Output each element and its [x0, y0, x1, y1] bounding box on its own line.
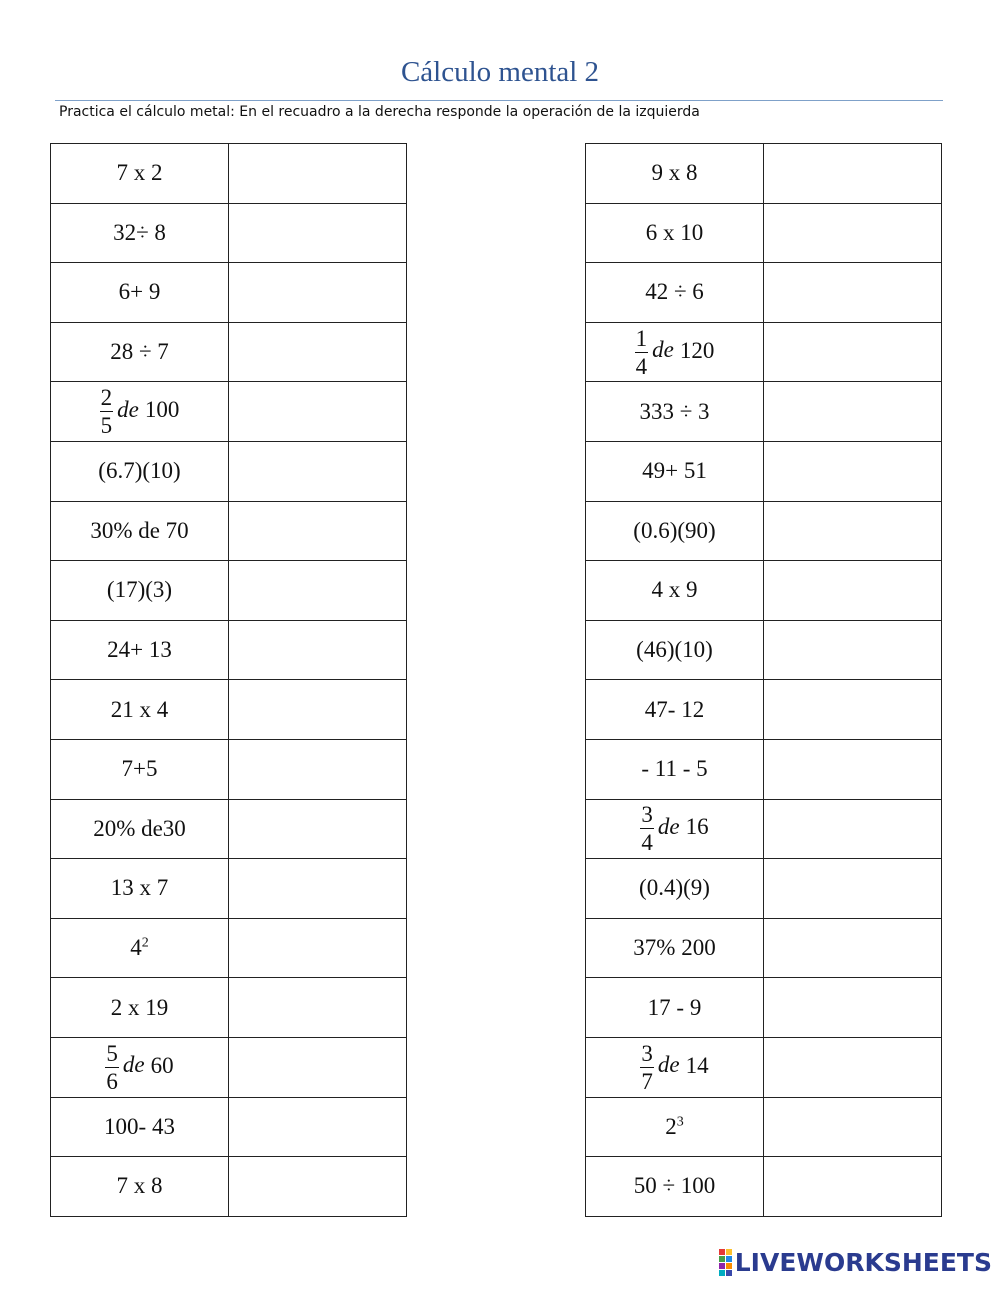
- left-answer-input[interactable]: [229, 919, 406, 978]
- left-exercise-table: [50, 143, 407, 1217]
- table-row: [586, 799, 942, 859]
- right-answer-input[interactable]: [764, 1098, 941, 1157]
- right-answer-input[interactable]: [764, 680, 941, 739]
- answer-cell: [229, 918, 407, 978]
- answer-cell: [764, 859, 942, 919]
- table-row: [51, 441, 407, 501]
- title-divider: [55, 100, 943, 101]
- table-row: [586, 144, 942, 204]
- operation-cell: [586, 1037, 764, 1097]
- fraction-numerator: 1: [635, 325, 648, 351]
- fraction: [100, 386, 114, 437]
- power-base: 4: [130, 935, 142, 961]
- operation-cell: [586, 620, 764, 680]
- power-base: 2: [665, 1113, 677, 1139]
- right-answer-input[interactable]: [764, 204, 941, 263]
- logo-square: [726, 1270, 732, 1276]
- operation-cell: [51, 144, 229, 204]
- operation-cell: [51, 978, 229, 1038]
- operation-cell: [586, 322, 764, 382]
- left-answer-input[interactable]: [229, 1098, 406, 1157]
- answer-cell: [229, 739, 407, 799]
- operation-cell: [51, 739, 229, 799]
- operation-cell: [586, 918, 764, 978]
- answer-cell: [764, 441, 942, 501]
- table-row: [51, 978, 407, 1038]
- operation-text: 50 ÷ 100: [633, 1173, 716, 1199]
- table-row: [51, 680, 407, 740]
- left-answer-input[interactable]: [229, 263, 406, 322]
- operation-cell: [51, 918, 229, 978]
- operation-cell: [51, 263, 229, 323]
- fraction-de-label: de: [117, 396, 139, 422]
- answer-cell: [229, 859, 407, 919]
- left-answer-input[interactable]: [229, 442, 406, 501]
- answer-cell: [764, 382, 942, 442]
- left-answer-input[interactable]: [229, 561, 406, 620]
- left-answer-input[interactable]: [229, 382, 406, 441]
- operation-text: 20% de30: [93, 815, 186, 841]
- logo-square: [719, 1263, 725, 1269]
- table-row: [51, 1157, 407, 1217]
- operation-text: 2 x 19: [110, 994, 169, 1020]
- operation-text: 47- 12: [644, 696, 705, 722]
- table-row: [586, 620, 942, 680]
- table-row: [51, 859, 407, 919]
- table-row: [586, 1037, 942, 1097]
- liveworksheets-logo-icon: [719, 1249, 732, 1276]
- operation-cell: [586, 144, 764, 204]
- right-answer-input[interactable]: [764, 561, 941, 620]
- operation-text: 4 x 9: [651, 577, 698, 603]
- right-exercise-table: [585, 143, 942, 1217]
- operation-text: 13 x 7: [110, 875, 169, 901]
- answer-cell: [229, 620, 407, 680]
- operation-text: (6.7)(10): [98, 458, 181, 484]
- operation-cell: [586, 680, 764, 740]
- answer-cell: [764, 1097, 942, 1157]
- operation-cell: [51, 1097, 229, 1157]
- operation-cell: [51, 441, 229, 501]
- operation-text: - 11 - 5: [641, 756, 708, 782]
- brand-logo: [719, 1248, 992, 1277]
- answer-cell: [764, 620, 942, 680]
- left-answer-input[interactable]: [229, 978, 406, 1037]
- answer-cell: [764, 322, 942, 382]
- operation-cell: [586, 799, 764, 859]
- operation-text: (0.6)(90): [633, 517, 716, 543]
- operation-cell: [51, 799, 229, 859]
- table-row: [51, 918, 407, 978]
- answer-cell: [764, 501, 942, 561]
- operation-text: 49+ 51: [642, 458, 707, 484]
- operation-cell: [586, 1157, 764, 1217]
- table-row: [586, 263, 942, 323]
- operation-text: 9 x 8: [651, 160, 698, 186]
- left-answer-input[interactable]: [229, 800, 406, 859]
- answer-cell: [229, 441, 407, 501]
- operation-cell: [586, 203, 764, 263]
- answer-cell: [764, 144, 942, 204]
- table-row: [586, 859, 942, 919]
- operation-text: 21 x 4: [110, 696, 169, 722]
- fraction-denominator: 6: [106, 1068, 118, 1094]
- right-answer-input[interactable]: [764, 621, 941, 680]
- answer-cell: [229, 501, 407, 561]
- logo-square: [719, 1256, 725, 1262]
- operation-cell: [51, 382, 229, 442]
- operation-cell: [586, 978, 764, 1038]
- answer-cell: [764, 918, 942, 978]
- table-row: [51, 1037, 407, 1097]
- table-row: [586, 739, 942, 799]
- fraction-de-label: de: [122, 1052, 145, 1078]
- operation-text: 17 - 9: [647, 994, 702, 1020]
- operation-text: (46)(10): [636, 637, 713, 663]
- left-answer-input[interactable]: [229, 621, 406, 680]
- operation-text: 100- 43: [104, 1113, 175, 1139]
- fraction-numerator: 5: [106, 1040, 118, 1066]
- fraction: [635, 327, 649, 378]
- right-answer-input[interactable]: [764, 263, 941, 322]
- answer-cell: [764, 978, 942, 1038]
- fraction-denominator: 7: [641, 1068, 653, 1094]
- table-row: [586, 978, 942, 1038]
- operation-cell: [51, 859, 229, 919]
- left-answer-input[interactable]: [229, 1038, 406, 1097]
- operation-cell: [51, 322, 229, 382]
- left-answer-input[interactable]: [229, 323, 406, 382]
- fraction-de-label: de: [657, 814, 680, 840]
- answer-cell: [229, 263, 407, 323]
- table-row: [51, 263, 407, 323]
- answer-cell: [764, 263, 942, 323]
- operation-cell: [586, 561, 764, 621]
- table-row: [51, 144, 407, 204]
- operation-cell: [51, 680, 229, 740]
- table-row: [586, 382, 942, 442]
- fraction-numerator: 2: [100, 385, 113, 411]
- answer-cell: [764, 203, 942, 263]
- fraction-numerator: 3: [641, 1040, 653, 1066]
- answer-cell: [229, 978, 407, 1038]
- table-row: [51, 203, 407, 263]
- logo-square: [726, 1249, 732, 1255]
- answer-cell: [229, 1097, 407, 1157]
- operation-text: 42 ÷ 6: [645, 279, 704, 305]
- power-exponent: 3: [676, 1114, 684, 1130]
- operation-text: 333 ÷ 3: [639, 398, 710, 424]
- operation-text: 24+ 13: [107, 637, 172, 663]
- operation-text: 32÷ 8: [113, 219, 166, 245]
- operation-text: 30% de 70: [90, 517, 189, 543]
- table-row: [51, 501, 407, 561]
- operation-cell: [586, 263, 764, 323]
- right-answer-input[interactable]: [764, 919, 941, 978]
- operation-cell: [51, 620, 229, 680]
- fraction: [640, 1042, 654, 1093]
- right-answer-input[interactable]: [764, 800, 941, 859]
- fraction-denominator: 4: [641, 830, 653, 856]
- logo-square: [726, 1256, 732, 1262]
- operation-text: (0.4)(9): [639, 875, 710, 901]
- operation-text: 37% 200: [633, 935, 716, 961]
- fraction-de-label: de: [652, 337, 674, 363]
- table-row: [51, 620, 407, 680]
- operation-text: 7 x 2: [116, 160, 163, 186]
- fraction: [105, 1042, 119, 1093]
- answer-cell: [229, 561, 407, 621]
- operation-text: 28 ÷ 7: [110, 339, 169, 365]
- right-answer-input[interactable]: [764, 382, 941, 441]
- logo-square: [719, 1270, 725, 1276]
- operation-cell: [51, 501, 229, 561]
- left-answer-input[interactable]: [229, 144, 406, 203]
- answer-cell: [764, 1037, 942, 1097]
- table-row: [586, 441, 942, 501]
- power-exponent: 2: [141, 935, 149, 951]
- instructions-text: Practica el cálculo metal: En el recuadro a la derecha responde la operación de la izquierda: [59, 104, 700, 120]
- fraction-denominator: 5: [100, 413, 113, 439]
- right-answer-input[interactable]: [764, 442, 941, 501]
- answer-cell: [229, 203, 407, 263]
- fraction: [640, 803, 654, 854]
- answer-cell: [764, 739, 942, 799]
- answer-cell: [229, 799, 407, 859]
- operation-cell: [586, 441, 764, 501]
- right-answer-input[interactable]: [764, 502, 941, 561]
- operation-text: (17)(3): [106, 577, 173, 603]
- table-row: [586, 322, 942, 382]
- answer-cell: [229, 680, 407, 740]
- right-answer-input[interactable]: [764, 859, 941, 918]
- table-row: [51, 739, 407, 799]
- answer-cell: [229, 322, 407, 382]
- operation-text: 7 x 8: [116, 1173, 163, 1199]
- left-answer-input[interactable]: [229, 204, 406, 263]
- answer-cell: [764, 561, 942, 621]
- operation-text: 6 x 10: [645, 219, 704, 245]
- operation-cell: [51, 1157, 229, 1217]
- table-row: [51, 561, 407, 621]
- operation-cell: [586, 859, 764, 919]
- brand-name: LIVEWORKSHEETS: [734, 1248, 992, 1277]
- fraction-whole-value: 14: [685, 1052, 709, 1078]
- logo-square: [719, 1249, 725, 1255]
- left-answer-input[interactable]: [229, 1157, 406, 1216]
- operation-cell: [51, 561, 229, 621]
- table-row: [51, 322, 407, 382]
- table-row: [586, 561, 942, 621]
- fraction-whole-value: 60: [150, 1052, 174, 1078]
- operation-cell: [586, 1097, 764, 1157]
- left-answer-input[interactable]: [229, 740, 406, 799]
- operation-text: 6+ 9: [118, 279, 161, 305]
- operation-cell: [586, 739, 764, 799]
- table-row: [586, 203, 942, 263]
- operation-cell: [51, 203, 229, 263]
- answer-cell: [764, 680, 942, 740]
- answer-cell: [764, 1157, 942, 1217]
- right-answer-input[interactable]: [764, 1038, 941, 1097]
- answer-cell: [229, 382, 407, 442]
- operation-cell: [51, 1037, 229, 1097]
- right-answer-input[interactable]: [764, 740, 941, 799]
- fraction-de-label: de: [657, 1052, 680, 1078]
- answer-cell: [229, 1157, 407, 1217]
- right-answer-input[interactable]: [764, 1157, 941, 1216]
- fraction-denominator: 4: [635, 353, 648, 379]
- right-answer-input[interactable]: [764, 144, 941, 203]
- answer-cell: [229, 144, 407, 204]
- operation-text: 7+5: [121, 756, 158, 782]
- answer-cell: [229, 1037, 407, 1097]
- right-answer-input[interactable]: [764, 978, 941, 1037]
- page-title: Cálculo mental 2: [400, 56, 600, 88]
- table-row: [586, 1157, 942, 1217]
- answer-cell: [764, 799, 942, 859]
- fraction-whole-value: 120: [679, 337, 715, 363]
- table-row: [586, 918, 942, 978]
- left-answer-input[interactable]: [229, 859, 406, 918]
- table-row: [586, 680, 942, 740]
- table-row: [51, 382, 407, 442]
- table-row: [51, 799, 407, 859]
- operation-cell: [586, 501, 764, 561]
- table-row: [51, 1097, 407, 1157]
- logo-square: [726, 1263, 732, 1269]
- operation-cell: [586, 382, 764, 442]
- left-answer-input[interactable]: [229, 502, 406, 561]
- left-answer-input[interactable]: [229, 680, 406, 739]
- fraction-whole-value: 100: [144, 396, 180, 422]
- fraction-whole-value: 16: [685, 814, 709, 840]
- right-answer-input[interactable]: [764, 323, 941, 382]
- table-row: [586, 1097, 942, 1157]
- fraction-numerator: 3: [641, 802, 653, 828]
- table-row: [586, 501, 942, 561]
